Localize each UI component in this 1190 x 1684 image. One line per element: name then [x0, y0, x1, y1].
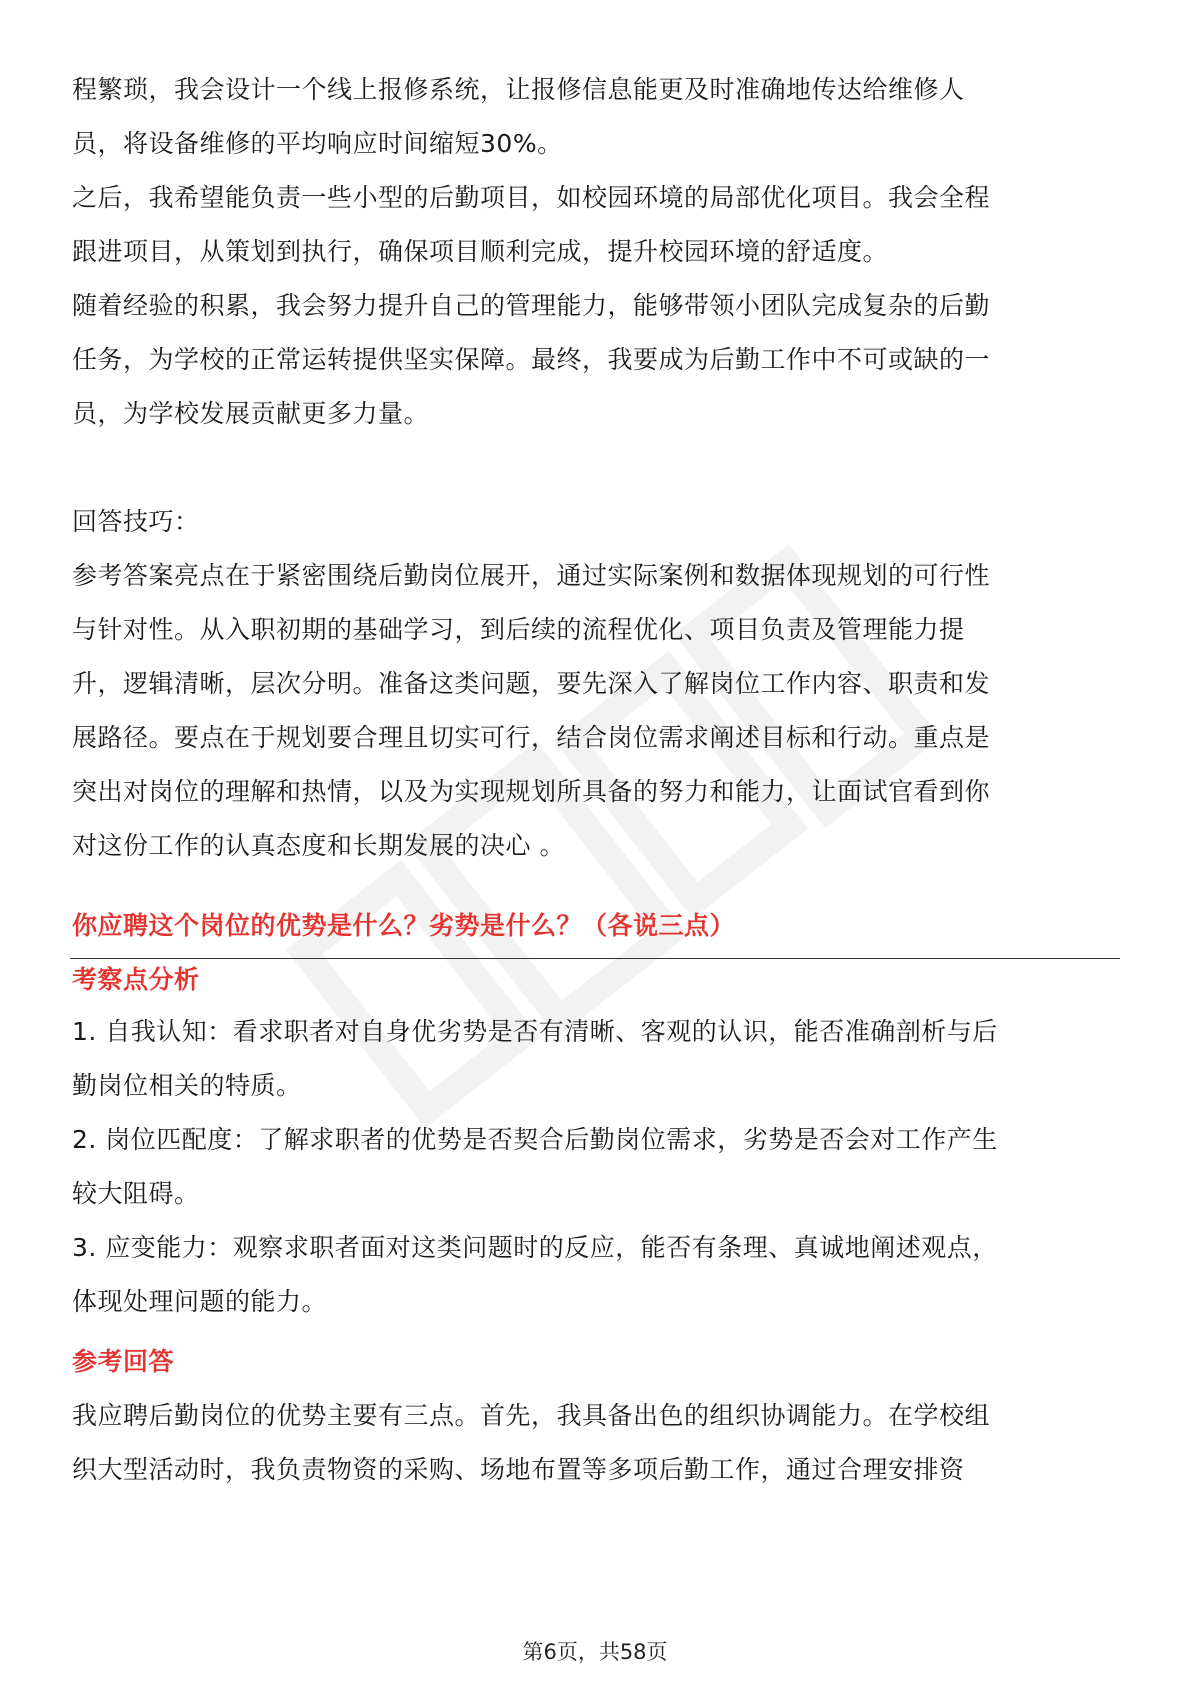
- text-line: 体现处理问题的能力。: [72, 1287, 328, 1316]
- text-line: 任务，为学校的正常运转提供坚实保障。最终，我要成为后勤工作中不可或缺的一: [72, 345, 991, 374]
- text-line: 突出对岗位的理解和热情，以及为实现规划所具备的努力和能力，让面试官看到你: [72, 777, 991, 806]
- reference-heading: 参考回答: [72, 1347, 175, 1376]
- question-heading: 你应聘这个岗位的优势是什么？劣势是什么？（各说三点）: [72, 911, 736, 940]
- text-line: 2. 岗位匹配度：了解求职者的优势是否契合后勤岗位需求，劣势是否会对工作产生: [72, 1125, 998, 1154]
- text-line: 对这份工作的认真态度和长期发展的决心 。: [72, 831, 565, 860]
- text-line: 程繁琐，我会设计一个线上报修系统，让报修信息能更及时准确地传达给维修人: [72, 75, 965, 104]
- text-line: 勤岗位相关的特质。: [72, 1071, 302, 1100]
- text-line: 1. 自我认知：看求职者对自身优劣势是否有清晰、客观的认识，能否准确剖析与后: [72, 1017, 998, 1046]
- text-line: 之后，我希望能负责一些小型的后勤项目，如校园环境的局部优化项目。我会全程: [72, 183, 991, 212]
- text-line: 与针对性。从入职初期的基础学习，到后续的流程优化、项目负责及管理能力提: [72, 615, 965, 644]
- text-line: 升，逻辑清晰，层次分明。准备这类问题，要先深入了解岗位工作内容、职责和发: [72, 669, 991, 698]
- text-line: 展路径。要点在于规划要合理且切实可行，结合岗位需求阐述目标和行动。重点是: [72, 723, 991, 752]
- text-line: 员，为学校发展贡献更多力量。: [72, 399, 430, 428]
- text-line: 员，将设备维修的平均响应时间缩短30%。: [72, 129, 563, 158]
- analysis-heading: 考察点分析: [72, 965, 200, 994]
- text-line: 较大阻碍。: [72, 1179, 200, 1208]
- page-number: 第6页，共58页: [522, 1640, 668, 1664]
- tips-label: 回答技巧：: [72, 507, 200, 536]
- text-line: 我应聘后勤岗位的优势主要有三点。首先，我具备出色的组织协调能力。在学校组: [72, 1401, 991, 1430]
- text-line: 随着经验的积累，我会努力提升自己的管理能力，能够带领小团队完成复杂的后勤: [72, 291, 991, 320]
- text-line: 织大型活动时，我负责物资的采购、场地布置等多项后勤工作，通过合理安排资: [72, 1455, 965, 1484]
- text-line: 3. 应变能力：观察求职者面对这类问题时的反应，能否有条理、真诚地阐述观点，: [72, 1233, 998, 1262]
- section-divider: [70, 958, 1120, 959]
- text-line: 参考答案亮点在于紧密围绕后勤岗位展开，通过实际案例和数据体现规划的可行性: [72, 561, 991, 590]
- text-line: 跟进项目，从策划到执行，确保项目顺利完成，提升校园环境的舒适度。: [72, 237, 889, 266]
